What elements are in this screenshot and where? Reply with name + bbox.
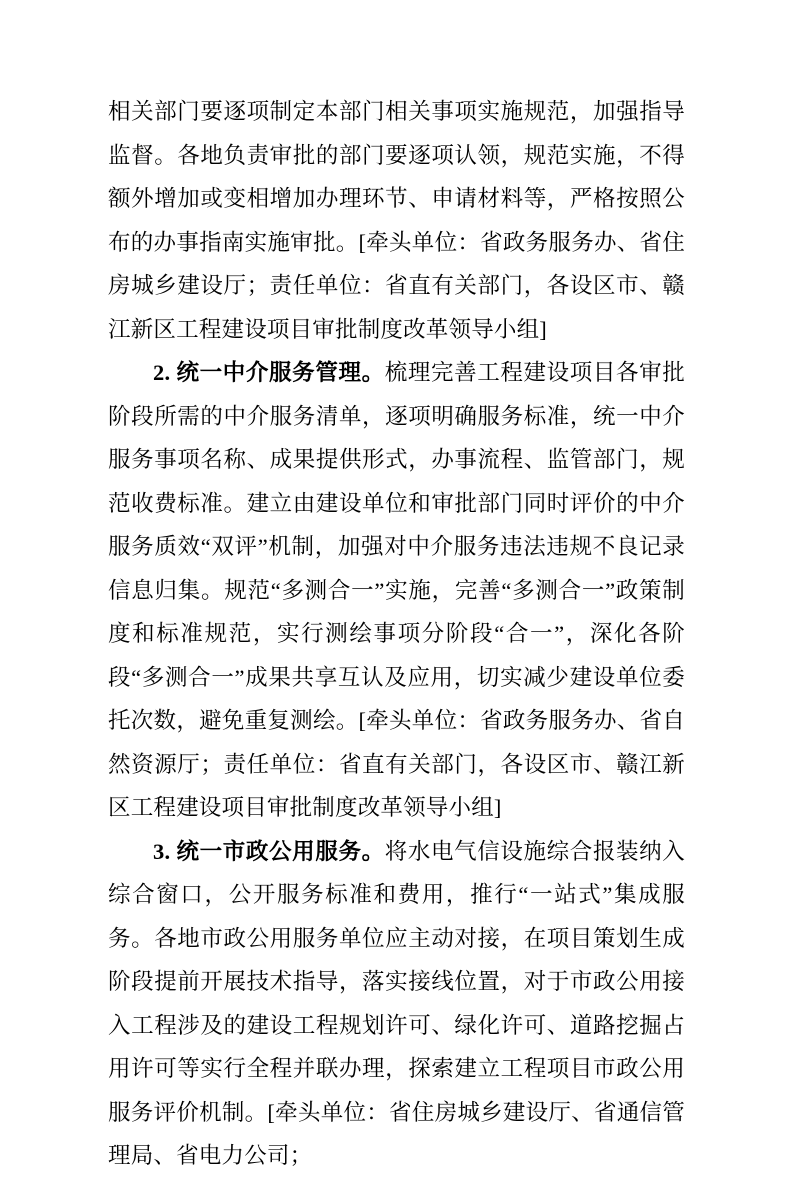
paragraph-3-text: 将水电气信设施综合报装纳入综合窗口，公开服务标准和费用，推行“一站式”集成服务。各地市政公用服务单位应主动对接，在项目策划生成阶段提前开展技术指导，落实接线位置，对于市政公用接入工程涉及的建设工程规划许可、绿化许可、道路挖掘占用许可等实行全程并联办理，探索建立工程项目市政公用服务评价机制。[牵头单位：省住房城乡建设厅、省通信管理局、省电力公司；: [108, 838, 685, 1168]
paragraph-3-heading: 3. 统一市政公用服务。: [153, 838, 385, 864]
paragraph-2-text: 梳理完善工程建设项目各审批阶段所需的中介服务清单，逐项明确服务标准，统一中介服务事项名称、成果提供形式，办事流程、监管部门，规范收费标准。建立由建设单位和审批部门同时评价的中介服务质效“双评”机制，加强对中介服务违法违规不良记录信息归集。规范“多测合一”实施，完善“多测合一”政策制度和标准规范，实行测绘事项分阶段“合一”，深化各阶段“多测合一”成果共享互认及应用，切实减少建设单位委托次数，避免重复测绘。[牵头单位：省政务服务办、省自然资源厅；责任单位：省直有关部门，各设区市、赣江新区工程建设项目审批制度改革领导小组]: [108, 360, 685, 820]
paragraph-2: [108, 351, 685, 830]
document-body: [108, 90, 685, 1178]
paragraph-1: [108, 90, 685, 351]
paragraph-1-text: 相关部门要逐项制定本部门相关事项实施规范，加强指导监督。各地负责审批的部门要逐项认领，规范实施，不得额外增加或变相增加办理环节、申请材料等，严格按照公布的办事指南实施审批。[牵头单位：省政务服务办、省住房城乡建设厅；责任单位：省直有关部门，各设区市、赣江新区工程建设项目审批制度改革领导小组]: [108, 99, 685, 342]
paragraph-3: [108, 830, 685, 1178]
paragraph-2-heading: 2. 统一中介服务管理。: [153, 360, 385, 385]
